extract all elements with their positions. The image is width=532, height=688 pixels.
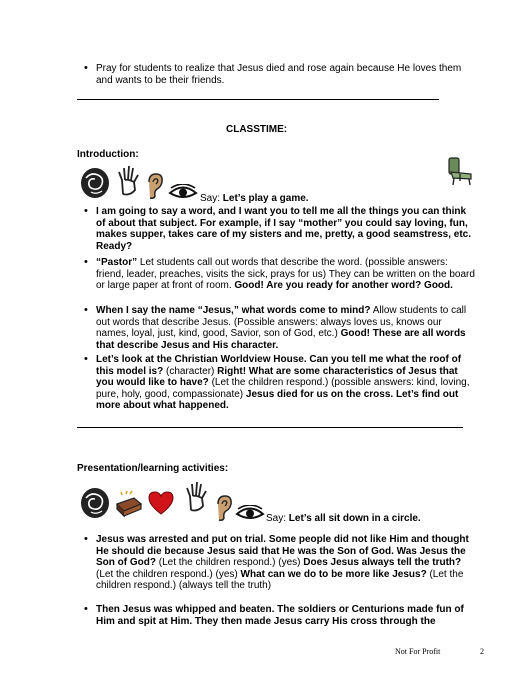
eye-icon	[235, 505, 265, 521]
pres-bullet-2	[96, 604, 476, 627]
chair-icon	[443, 152, 477, 186]
text-run: Then Jesus was whipped and beaten. The soldiers or Centurions made fun of Him and spit at Him. They then made Jesus carry His cross through the	[96, 604, 464, 627]
text-run: (Let the children respond.) (yes)	[96, 568, 241, 580]
presentation-heading: Presentation/learning activities:	[77, 463, 229, 474]
text-run: Good! These are all words that describe Jesus and His character.	[96, 328, 466, 351]
ear-icon	[214, 494, 234, 522]
intro-bullet-3	[96, 305, 476, 351]
text-run: What can we do to be more like Jesus?	[240, 568, 427, 580]
classtime-heading-text: CLASSTIME:	[226, 124, 288, 135]
pres-bullet-1	[96, 534, 476, 592]
book-icon	[114, 490, 144, 520]
footer-text: Not For Profit	[395, 647, 441, 656]
intro-bullet-4	[96, 354, 476, 412]
intro-say-line	[200, 193, 309, 205]
divider-middle	[77, 427, 463, 428]
hand-icon	[116, 164, 142, 196]
say-label: Say:	[266, 513, 289, 524]
say-text: Let’s all sit down in a circle.	[288, 513, 421, 524]
text-run: (Let the children respond.) (possible answers: kind, loving, pure, holy, good, compassionate)	[96, 377, 470, 400]
say-text: Let’s play a game.	[222, 193, 309, 204]
text-run: Jesus was arrested and put on trial. Some people did not like Him and thought He should die because Jesus said that He was the Son of God. Was Jesus the Son of God?	[96, 534, 469, 569]
divider-top	[77, 99, 439, 100]
text-run: Jesus died for us on the cross. Let’s find out more about what happened.	[96, 388, 459, 412]
text-run: Allow students to call out words that describe Jesus. (Possible answers: always loves us, knows our names, loyal, just, kind, good, Savior, son of God, etc.)	[96, 305, 467, 340]
text-run: Right! What are some characteristics of Jesus that you would like to have?	[96, 365, 458, 389]
heart-icon	[147, 490, 175, 516]
text-run: When I say the name “Jesus,” what words come to mind?	[96, 305, 371, 316]
top-bullet: • Pray for students to realize that Jesus died and rose again because He loves them and wants to be their friends.	[96, 63, 476, 86]
intro-bullet-2	[96, 257, 476, 292]
page-number: 2	[480, 647, 484, 656]
text-run: “Pastor”	[96, 257, 138, 268]
ear-icon	[145, 172, 165, 200]
text-run: (character)	[163, 365, 218, 377]
intro-bullet-1	[96, 206, 476, 252]
say-label: Say:	[200, 193, 223, 204]
eye-icon	[168, 184, 198, 200]
pres-say-line	[266, 513, 421, 525]
introduction-heading: Introduction:	[77, 149, 139, 160]
text-run: Good! Are you ready for another word? Good.	[234, 280, 453, 292]
head-icon	[78, 166, 112, 200]
head-icon	[78, 486, 112, 520]
text-run: I am going to say a word, and I want you to tell me all the things you can think of about that subject. For example, if I say “mother” you could say loving, fun, makes supper, takes care of my sisters and me, pretty, a good seamstress, etc. Ready?	[96, 206, 471, 252]
text-run: Let students call out words that describe the word. (possible answers: friend, leader, preaches, visits the sick, prays for us) They can be written on the board or large paper at front of room.	[96, 257, 475, 292]
text-run: Does Jesus always tell the truth?	[303, 557, 462, 569]
text-run: Let’s look at the Christian Worldview House. Can you tell me what the roof of this model is?	[96, 354, 462, 377]
text-run: (Let the children respond.) (always tell the truth)	[96, 568, 464, 592]
text-run: (Let the children respond.) (yes)	[156, 557, 304, 569]
hand-icon	[184, 480, 210, 512]
